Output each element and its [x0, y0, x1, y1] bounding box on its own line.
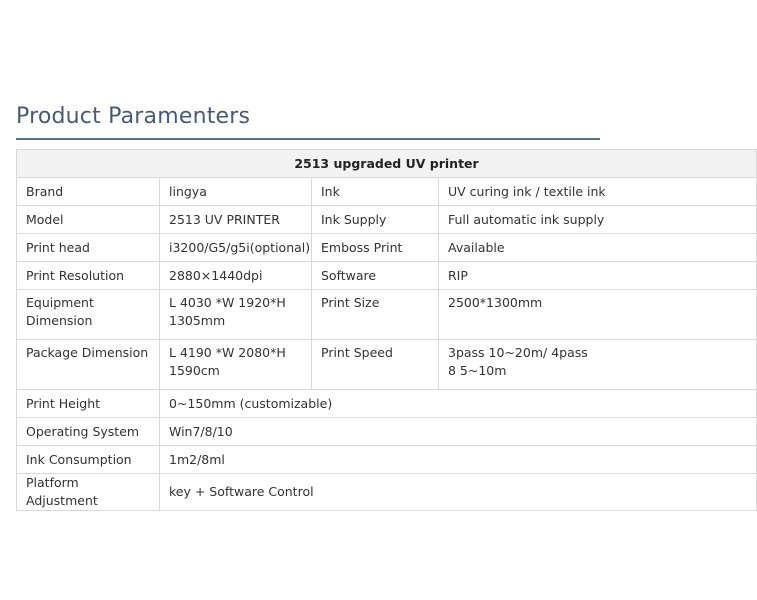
spec-value: key + Software Control	[160, 474, 757, 511]
spec-value: 2880×1440dpi	[160, 262, 312, 290]
spec-label: Brand	[17, 178, 160, 206]
spec-value: 1m2/8ml	[160, 446, 757, 474]
table-row	[17, 390, 757, 418]
spec-label: Equipment Dimension	[17, 290, 160, 340]
spec-value: UV curing ink / textile ink	[439, 178, 757, 206]
spec-value: i3200/G5/g5i(optional)	[160, 234, 312, 262]
section-title: Product Paramenters	[16, 104, 251, 129]
title-divider	[16, 138, 600, 140]
spec-label: Print head	[17, 234, 160, 262]
spec-label: Print Size	[312, 290, 439, 340]
table-row	[17, 178, 757, 206]
table-row	[17, 234, 757, 262]
spec-value: Full automatic ink supply	[439, 206, 757, 234]
table-row	[17, 262, 757, 290]
spec-label: Ink Supply	[312, 206, 439, 234]
spec-value: L 4030 *W 1920*H 1305mm	[160, 290, 312, 340]
table-caption-row	[17, 150, 757, 178]
spec-label: Platform Adjustment	[17, 474, 160, 511]
spec-value: 2513 UV PRINTER	[160, 206, 312, 234]
spec-value: Win7/8/10	[160, 418, 757, 446]
table-row	[17, 418, 757, 446]
spec-label: Package Dimension	[17, 340, 160, 390]
table-row	[17, 340, 757, 390]
spec-table	[16, 149, 757, 511]
table-row	[17, 474, 757, 511]
table-row	[17, 206, 757, 234]
spec-value: RIP	[439, 262, 757, 290]
spec-value: 2500*1300mm	[439, 290, 757, 340]
spec-label: Print Speed	[312, 340, 439, 390]
spec-label: Software	[312, 262, 439, 290]
spec-label: Operating System	[17, 418, 160, 446]
table-caption: 2513 upgraded UV printer	[17, 150, 757, 178]
spec-table-container	[16, 149, 606, 508]
spec-value: L 4190 *W 2080*H 1590cm	[160, 340, 312, 390]
spec-value: 0~150mm (customizable)	[160, 390, 757, 418]
spec-value: lingya	[160, 178, 312, 206]
spec-label: Print Resolution	[17, 262, 160, 290]
spec-label: Ink Consumption	[17, 446, 160, 474]
spec-label: Ink	[312, 178, 439, 206]
table-row	[17, 446, 757, 474]
spec-label: Emboss Print	[312, 234, 439, 262]
spec-label: Model	[17, 206, 160, 234]
spec-label: Print Height	[17, 390, 160, 418]
spec-value: Available	[439, 234, 757, 262]
spec-value: 3pass 10~20m/ 4pass 8 5~10m	[439, 340, 757, 390]
table-row	[17, 290, 757, 340]
